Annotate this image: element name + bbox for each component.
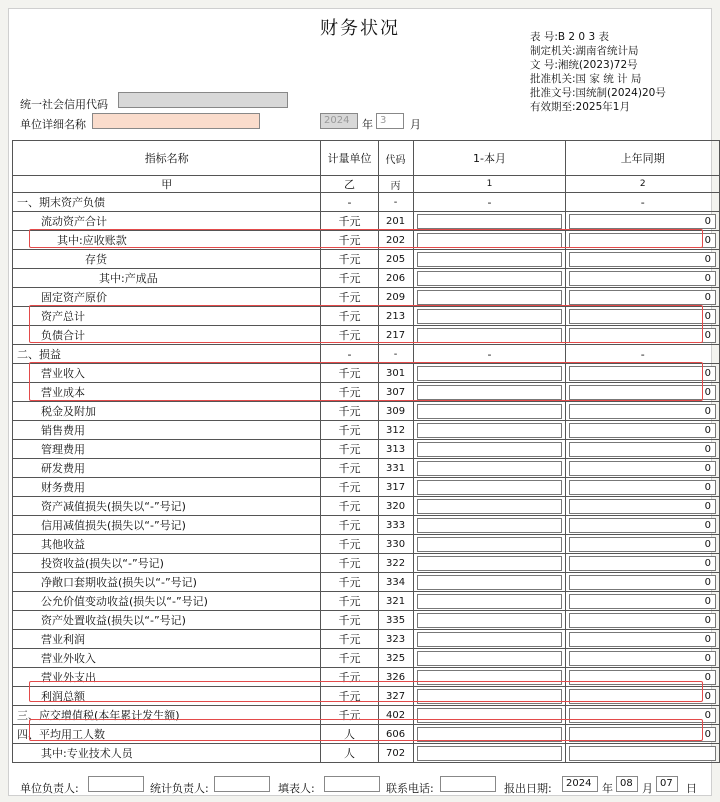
row-last-year-input[interactable]: 0 [569,214,716,229]
row-last-year-dash: - [566,345,720,364]
row-current-input[interactable] [417,442,563,457]
table-row [13,383,720,402]
table-row [13,459,720,478]
row-name: 其中:专业技术人员 [13,744,321,763]
row-name: 管理费用 [13,440,321,459]
table-row [13,497,720,516]
row-name: 一、期末资产负债 [13,193,321,212]
row-name: 三、应交增值税(本年累计发生额) [13,706,321,725]
row-last-year-input[interactable]: 0 [569,404,716,419]
row-code: 202 [378,231,413,250]
row-name: 营业成本 [13,383,321,402]
row-code: 213 [378,307,413,326]
row-unit: 千元 [321,554,378,573]
footer-year-label: 年 [602,782,613,795]
row-unit: 千元 [321,326,378,345]
table-row [13,649,720,668]
row-unit: 千元 [321,706,378,725]
footer-month-label: 月 [642,782,653,795]
report-year-input[interactable]: 2024 [320,113,358,129]
meta-authority: 制定机关:湖南省统计局 [530,45,639,57]
row-last-year-input[interactable]: 0 [569,309,716,324]
row-unit: 千元 [321,611,378,630]
row-last-year-input[interactable] [569,746,716,761]
row-current-dash: - [413,193,566,212]
row-code: 330 [378,535,413,554]
meta-approval-no: 批准文号:国统制(2024)20号 [530,87,666,99]
row-current-dash: - [413,345,566,364]
table-row [13,744,720,763]
row-unit: 人 [321,725,378,744]
table-row [13,573,720,592]
row-unit: 千元 [321,212,378,231]
footer-head-input[interactable] [88,776,144,792]
row-current-input[interactable] [417,233,563,248]
row-unit: 千元 [321,383,378,402]
row-current-input[interactable] [417,309,563,324]
row-last-year-input[interactable]: 0 [569,594,716,609]
row-name: 资产处置收益(损失以“-”号记) [13,611,321,630]
table-row [13,250,720,269]
row-current-input[interactable] [417,746,563,761]
row-unit: 千元 [321,440,378,459]
row-name: 四、平均用工人数 [13,725,321,744]
row-last-year-input[interactable]: 0 [569,366,716,381]
row-current-input[interactable] [417,480,563,495]
row-last-year-input[interactable]: 0 [569,518,716,533]
header-name: 指标名称 [13,141,321,176]
row-unit: 千元 [321,288,378,307]
row-unit: 千元 [321,687,378,706]
footer-date-day[interactable]: 07 [656,776,678,792]
row-unit: - [321,345,378,364]
row-current-input[interactable] [417,499,563,514]
row-name: 存货 [13,250,321,269]
footer-phone-label: 联系电话: [386,782,434,795]
table-row [13,440,720,459]
row-code: 201 [378,212,413,231]
row-name: 投资收益(损失以“-”号记) [13,554,321,573]
row-last-year-input[interactable]: 0 [569,632,716,647]
row-code: 206 [378,269,413,288]
row-code: 317 [378,478,413,497]
row-name: 税金及附加 [13,402,321,421]
row-last-year-input[interactable]: 0 [569,537,716,552]
row-code: 333 [378,516,413,535]
meta-approver: 批准机关:国 家 统 计 局 [530,73,642,85]
row-unit: 千元 [321,649,378,668]
row-current-input[interactable] [417,708,563,723]
row-unit: 千元 [321,421,378,440]
footer-day-label: 日 [686,782,697,795]
row-current-input[interactable] [417,575,563,590]
row-code: 307 [378,383,413,402]
row-unit: 千元 [321,668,378,687]
table-row [13,212,720,231]
table-row [13,288,720,307]
table-row [13,687,720,706]
row-code: 331 [378,459,413,478]
row-current-input[interactable] [417,613,563,628]
row-unit: 千元 [321,269,378,288]
row-unit: - [321,193,378,212]
row-last-year-input[interactable]: 0 [569,385,716,400]
row-current-input[interactable] [417,556,563,571]
row-unit: 千元 [321,573,378,592]
meta-valid-until: 有效期至:2025年1月 [530,101,630,113]
table-row [13,402,720,421]
row-code: 702 [378,744,413,763]
row-unit: 人 [321,744,378,763]
row-code: 321 [378,592,413,611]
row-last-year-input[interactable]: 0 [569,651,716,666]
row-last-year-input[interactable]: 0 [569,233,716,248]
row-current-input[interactable] [417,404,563,419]
row-code: 606 [378,725,413,744]
row-current-input[interactable] [417,670,563,685]
row-current-input[interactable] [417,290,563,305]
row-unit: 千元 [321,630,378,649]
row-name: 信用减值损失(损失以“-”号记) [13,516,321,535]
row-code: - [378,345,413,364]
row-name: 二、损益 [13,345,321,364]
table-row [13,345,720,364]
subheader-code: 丙 [378,176,413,193]
row-last-year-input[interactable]: 0 [569,442,716,457]
row-code: 325 [378,649,413,668]
footer-filler-label: 填表人: [278,782,315,795]
table-row [13,269,720,288]
footer-date-month[interactable]: 08 [616,776,638,792]
subheader-name: 甲 [13,176,321,193]
unit-name-label: 单位详细名称 [20,118,86,131]
row-code: 322 [378,554,413,573]
page-title: 财务状况 [320,18,400,39]
table-row [13,326,720,345]
row-name: 资产总计 [13,307,321,326]
row-current-input[interactable] [417,328,563,343]
row-name: 其他收益 [13,535,321,554]
row-code: 327 [378,687,413,706]
row-code: 301 [378,364,413,383]
row-code: 323 [378,630,413,649]
row-current-input[interactable] [417,651,563,666]
table-body [13,193,720,763]
row-name: 营业外支出 [13,668,321,687]
row-code: 217 [378,326,413,345]
row-code: 309 [378,402,413,421]
row-current-input[interactable] [417,632,563,647]
footer-filler-input[interactable] [324,776,380,792]
footer-stat-input[interactable] [214,776,270,792]
row-current-input[interactable] [417,537,563,552]
row-name: 财务费用 [13,478,321,497]
finance-table [12,140,720,763]
header-unit: 计量单位 [321,141,378,176]
row-name: 流动资产合计 [13,212,321,231]
row-unit: 千元 [321,307,378,326]
row-last-year-input[interactable]: 0 [569,461,716,476]
subheader-unit: 乙 [321,176,378,193]
row-name: 其中:应收账款 [13,231,321,250]
row-last-year-dash: - [566,193,720,212]
header-last-year: 上年同期 [566,141,720,176]
row-current-input[interactable] [417,727,563,742]
row-unit: 千元 [321,231,378,250]
row-code: 313 [378,440,413,459]
row-last-year-input[interactable]: 0 [569,708,716,723]
row-unit: 千元 [321,516,378,535]
row-name: 固定资产原价 [13,288,321,307]
row-name: 其中:产成品 [13,269,321,288]
row-last-year-input[interactable]: 0 [569,689,716,704]
row-last-year-input[interactable]: 0 [569,271,716,286]
row-name: 负债合计 [13,326,321,345]
footer-date-label: 报出日期: [504,782,552,795]
row-last-year-input[interactable]: 0 [569,670,716,685]
month-label: 月 [410,118,421,131]
row-unit: 千元 [321,402,378,421]
row-unit: 千元 [321,364,378,383]
table-row [13,307,720,326]
header-code: 代码 [378,141,413,176]
row-code: 209 [378,288,413,307]
row-code: 320 [378,497,413,516]
table-row [13,668,720,687]
row-code: - [378,193,413,212]
row-unit: 千元 [321,535,378,554]
row-last-year-input[interactable]: 0 [569,575,716,590]
row-last-year-input[interactable]: 0 [569,613,716,628]
report-month-input[interactable]: 3 [376,113,404,129]
row-current-input[interactable] [417,385,563,400]
footer-date-year[interactable]: 2024 [562,776,598,792]
row-last-year-input[interactable]: 0 [569,556,716,571]
table-row [13,516,720,535]
footer-phone-input[interactable] [440,776,496,792]
row-current-input[interactable] [417,461,563,476]
row-current-input[interactable] [417,366,563,381]
row-code: 402 [378,706,413,725]
row-last-year-input[interactable]: 0 [569,480,716,495]
row-name: 资产减值损失(损失以“-”号记) [13,497,321,516]
row-current-input[interactable] [417,518,563,533]
year-label: 年 [362,118,373,131]
table-row [13,421,720,440]
row-name: 营业收入 [13,364,321,383]
row-name: 营业外收入 [13,649,321,668]
table-row [13,630,720,649]
table-row [13,478,720,497]
row-unit: 千元 [321,497,378,516]
row-code: 335 [378,611,413,630]
row-name: 利润总额 [13,687,321,706]
row-last-year-input[interactable]: 0 [569,423,716,438]
table-row [13,725,720,744]
row-code: 326 [378,668,413,687]
row-last-year-input[interactable]: 0 [569,727,716,742]
footer-stat-label: 统计负责人: [150,782,209,795]
row-code: 312 [378,421,413,440]
row-name: 营业利润 [13,630,321,649]
row-last-year-input[interactable]: 0 [569,499,716,514]
row-code: 205 [378,250,413,269]
table-row [13,554,720,573]
credit-code-input[interactable] [118,92,288,108]
row-unit: 千元 [321,459,378,478]
row-current-input[interactable] [417,214,563,229]
meta-table-no: 表 号:B 2 0 3 表 [530,31,609,43]
table-row [13,611,720,630]
table-row [13,535,720,554]
row-last-year-input[interactable]: 0 [569,252,716,267]
row-current-input[interactable] [417,689,563,704]
row-last-year-input[interactable]: 0 [569,290,716,305]
row-current-input[interactable] [417,594,563,609]
header-current-month: 1-本月 [413,141,566,176]
unit-name-input[interactable] [92,113,260,129]
row-name: 研发费用 [13,459,321,478]
row-name: 公允价值变动收益(损失以“-”号记) [13,592,321,611]
credit-code-label: 统一社会信用代码 [20,98,108,111]
row-unit: 千元 [321,478,378,497]
row-current-input[interactable] [417,423,563,438]
subheader-col2: 2 [566,176,720,193]
row-name: 销售费用 [13,421,321,440]
row-name: 净敞口套期收益(损失以“-”号记) [13,573,321,592]
row-unit: 千元 [321,250,378,269]
row-current-input[interactable] [417,252,563,267]
table-row [13,364,720,383]
table-row [13,592,720,611]
footer-head-label: 单位负责人: [20,782,79,795]
row-current-input[interactable] [417,271,563,286]
subheader-col1: 1 [413,176,566,193]
row-code: 334 [378,573,413,592]
meta-doc-no: 文 号:湘统(2023)72号 [530,59,638,71]
table-row [13,231,720,250]
report-meta [530,30,700,114]
table-row [13,193,720,212]
row-last-year-input[interactable]: 0 [569,328,716,343]
table-row [13,706,720,725]
row-unit: 千元 [321,592,378,611]
